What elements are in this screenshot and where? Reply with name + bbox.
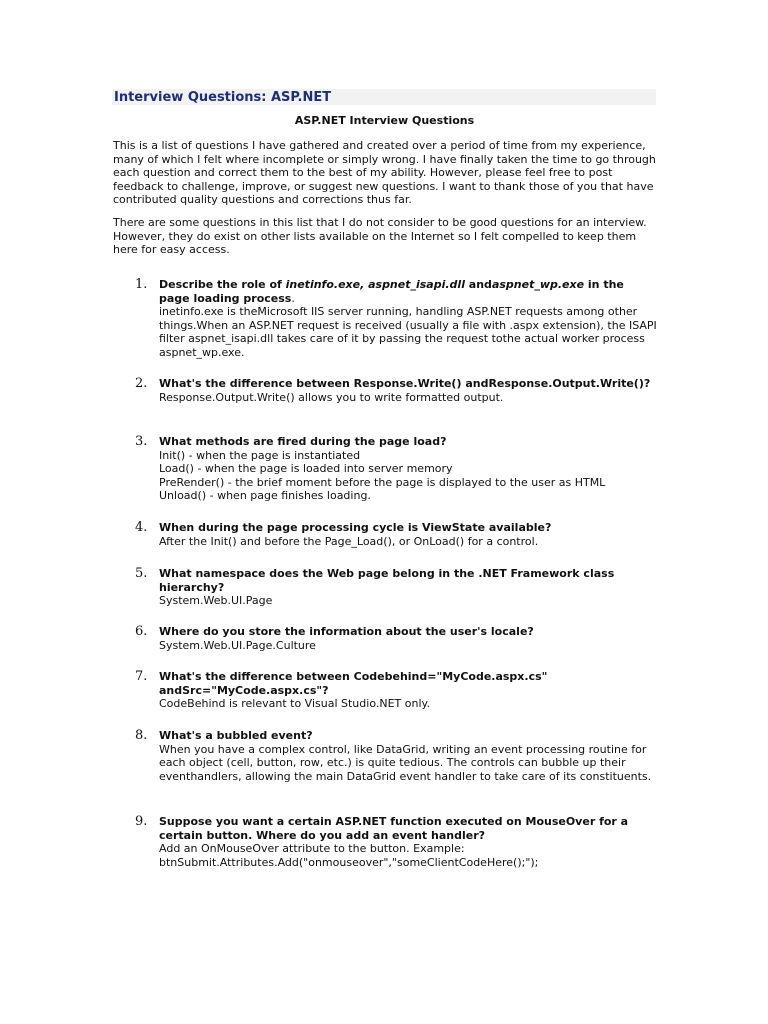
question-label: What's a bubbled event? (159, 729, 313, 742)
answer-text: Load() - when the page is loaded into server memory (159, 462, 453, 476)
question-number: 2. (135, 376, 148, 391)
question-number: 5. (135, 566, 148, 581)
question-text-part: in the page loading process (159, 278, 624, 305)
question-text (159, 521, 657, 548)
question-number: 8. (135, 728, 148, 743)
question-text-part: aspnet_wp.exe (491, 278, 585, 291)
question-text (159, 625, 657, 652)
question-text-part: and (464, 278, 492, 291)
intro-paragraph-2: There are some questions in this list that I do not consider to be good questions for an interview. However, they do exist on other lists available on the Internet so I felt compelled to keep them here for easy access. (113, 216, 647, 257)
answer-text: Add an OnMouseOver attribute to the button. Example: (159, 842, 465, 856)
answer-text: When you have a complex control, like DataGrid, writing an event processing routine for each object (cell, button, row, etc.) is quite tedious. The controls can bubble up their eventhandlers, allowing the main DataGrid event handler to take care of its constituents. (159, 742, 652, 783)
answer-text: btnSubmit.Attributes.Add("onmouseover","someClientCodeHere();"); (159, 855, 539, 869)
answer-text: Unload() - when page finishes loading. (159, 489, 371, 503)
question-text-part: inetinfo.exe, aspnet_isapi.dll (285, 278, 465, 291)
question-text (159, 377, 657, 404)
question-label: Suppose you want a certain ASP.NET function executed on MouseOver for a certain button. Where do you add an event handler? (159, 815, 629, 842)
answer-text: System.Web.UI.Page.Culture (159, 638, 316, 652)
question-text (159, 815, 657, 869)
answer-text: Response.Output.Write() allows you to write formatted output. (159, 390, 504, 404)
question-label: When during the page processing cycle is ViewState available? (159, 521, 552, 534)
question-text (159, 670, 657, 711)
answer-text: inetinfo.exe is theMicrosoft IIS server running, handling ASP.NET requests among other things.When an ASP.NET request is received (usually a file with .aspx extension), the ISAPI filter aspnet_isapi.dll takes care of it by passing the request tothe actual worker process aspnet_wp.exe. (159, 305, 657, 359)
question-label: What methods are fired during the page load? (159, 435, 447, 448)
answer-text: Init() - when the page is instantiated (159, 448, 361, 462)
question-label: What namespace does the Web page belong in the .NET Framework class hierarchy? (159, 567, 615, 594)
question-label: Where do you store the information about the user's locale? (159, 625, 534, 638)
question-text (159, 278, 657, 360)
question-text-part: . (291, 291, 295, 305)
question-label: What's the difference between Codebehind="MyCode.aspx.cs" andSrc="MyCode.aspx.cs"? (159, 670, 548, 697)
answer-text: CodeBehind is relevant to Visual Studio.NET only. (159, 697, 430, 711)
question-number: 7. (135, 669, 148, 684)
question-number: 1. (135, 277, 148, 292)
question-number: 3. (135, 434, 148, 449)
question-number: 9. (135, 814, 148, 829)
answer-text: After the Init() and before the Page_Load(), or OnLoad() for a control. (159, 534, 539, 548)
document-title: ASP.NET Interview Questions (294, 114, 475, 127)
question-text-part: Describe the role of (159, 278, 286, 291)
question-text (159, 435, 657, 503)
page-title: Interview Questions: ASP.NET (114, 90, 332, 105)
question-number: 6. (135, 624, 148, 639)
answer-text: System.Web.UI.Page (159, 594, 273, 608)
question-text (159, 729, 657, 783)
question-number: 4. (135, 520, 148, 535)
answer-text: PreRender() - the brief moment before the page is displayed to the user as HTML (159, 475, 606, 489)
question-label: What's the difference between Response.Write() andResponse.Output.Write()? (159, 377, 651, 390)
question-text (159, 567, 657, 608)
intro-paragraph-1: This is a list of questions I have gathered and created over a period of time from my experience, many of which I felt where incomplete or simply wrong. I have finally taken the time to go through each question and correct them to the best of my ability. However, please feel free to post feedback to challenge, improve, or suggest new questions. I want to thank those of you that have contributed quality questions and corrections thus far. (113, 139, 656, 207)
